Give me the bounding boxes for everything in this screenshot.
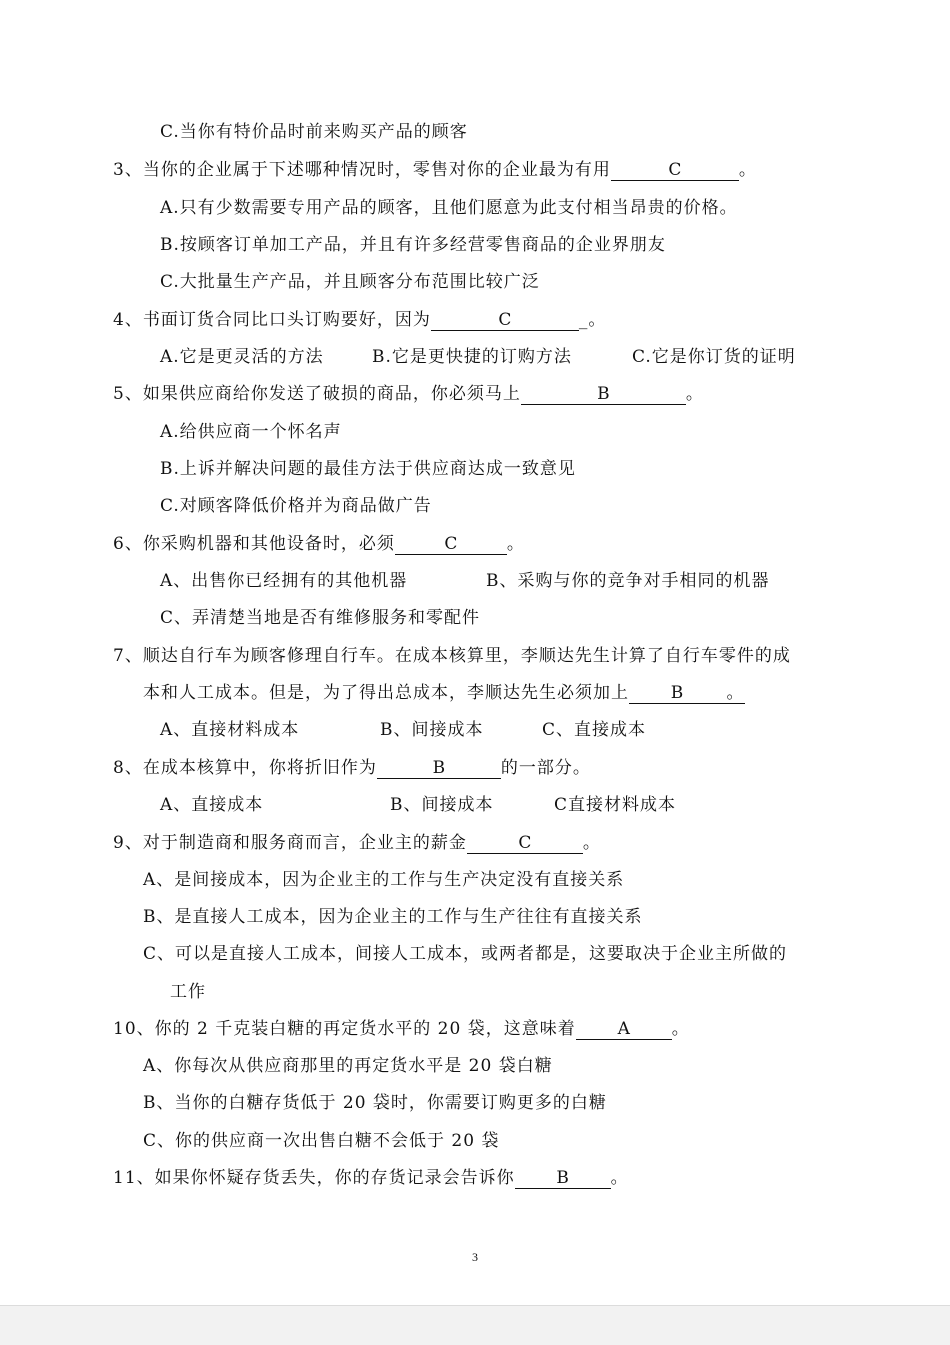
answer-blank: B xyxy=(377,758,501,779)
answer-blank: C xyxy=(431,310,579,331)
question-end: 。 xyxy=(506,534,525,554)
question-text: 9、对于制造商和服务商而言，企业主的薪金 xyxy=(113,833,467,853)
question-5 xyxy=(113,382,704,406)
page-number: 3 xyxy=(472,1250,478,1264)
question-9 xyxy=(113,831,601,855)
option-line xyxy=(160,345,796,369)
answer-blank: B xyxy=(521,384,686,405)
question-text: 5、如果供应商给你发送了破损的商品，你必须马上 xyxy=(113,384,521,404)
option-c: C直接材料成本 xyxy=(554,795,677,815)
option-line: C、可以是直接人工成本，间接人工成本，或两者都是，这要取决于企业主所做的 xyxy=(143,944,788,964)
option-line: C、弄清楚当地是否有维修服务和零配件 xyxy=(160,608,481,628)
question-text: 本和人工成本。但是，为了得出总成本，李顺达先生必须加上 xyxy=(143,683,629,703)
option-line: C.当你有特价品时前来购买产品的顾客 xyxy=(160,122,468,142)
answer-blank: B xyxy=(629,683,725,704)
option-line: A、是间接成本，因为企业主的工作与生产决定没有直接关系 xyxy=(143,870,625,890)
question-text: 10、你的 2 千克装白糖的再定货水平的 20 袋，这意味着 xyxy=(113,1019,576,1039)
question-end: 。 xyxy=(582,833,601,853)
option-line: C.大批量生产产品，并且顾客分布范围比较广泛 xyxy=(160,272,540,292)
option-line-continued: 工作 xyxy=(170,982,206,1002)
question-6 xyxy=(113,532,525,556)
option-line: A、你每次从供应商那里的再定货水平是 20 袋白糖 xyxy=(143,1056,553,1076)
option-line: B.按顾客订单加工产品，并且有许多经营零售商品的企业界朋友 xyxy=(160,235,666,255)
option-line: A.只有少数需要专用产品的顾客，且他们愿意为此支付相当昂贵的价格。 xyxy=(160,198,738,218)
question-end: _。 xyxy=(578,310,607,330)
option-line xyxy=(160,793,676,817)
option-line: A.给供应商一个怀名声 xyxy=(160,422,342,442)
question-7-continued xyxy=(143,681,745,705)
answer-blank: B xyxy=(515,1168,611,1189)
option-b: B、采购与你的竞争对手相同的机器 xyxy=(486,571,770,591)
option-a: A.它是更灵活的方法 xyxy=(160,347,324,367)
page-bottom-edge xyxy=(0,1305,950,1345)
option-line: B、是直接人工成本，因为企业主的工作与生产往往有直接关系 xyxy=(143,907,643,927)
answer-blank: C xyxy=(467,833,583,854)
option-line xyxy=(160,718,646,742)
option-line: C.对顾客降低价格并为商品做广告 xyxy=(160,496,432,516)
question-7: 7、顺达自行车为顾客修理自行车。在成本核算里，李顺达先生计算了自行车零件的成 xyxy=(113,646,791,666)
option-line: B、当你的白糖存货低于 20 袋时，你需要订购更多的白糖 xyxy=(143,1093,607,1113)
option-b: B.它是更快捷的订购方法 xyxy=(372,347,572,367)
option-a: A、直接材料成本 xyxy=(160,720,300,740)
question-text: 11、如果你怀疑存货丢失，你的存货记录会告诉你 xyxy=(113,1168,515,1188)
question-11 xyxy=(113,1166,629,1190)
question-text: 4、书面订货合同比口头订购要好，因为 xyxy=(113,310,431,330)
question-end: 的一部分。 xyxy=(500,758,591,778)
answer-blank: C xyxy=(611,160,739,181)
question-8 xyxy=(113,756,591,780)
question-end: 。 xyxy=(685,384,704,404)
option-c: C、直接成本 xyxy=(542,720,647,740)
option-line: B.上诉并解决问题的最佳方法于供应商达成一致意见 xyxy=(160,459,576,479)
question-10 xyxy=(113,1017,690,1041)
question-4 xyxy=(113,308,606,332)
option-line: C、你的供应商一次出售白糖不会低于 20 袋 xyxy=(143,1131,500,1151)
question-text: 6、你采购机器和其他设备时，必须 xyxy=(113,534,395,554)
question-end: 。 xyxy=(738,160,757,180)
option-line xyxy=(160,569,770,593)
option-b: B、间接成本 xyxy=(380,720,484,740)
question-end: 。 xyxy=(726,683,744,703)
question-text: 3、当你的企业属于下述哪种情况时，零售对你的企业最为有用 xyxy=(113,160,611,180)
option-a: A、出售你已经拥有的其他机器 xyxy=(160,571,408,591)
question-3 xyxy=(113,158,757,182)
answer-blank: A xyxy=(576,1019,672,1040)
answer-blank: C xyxy=(395,534,507,555)
question-end: 。 xyxy=(671,1019,690,1039)
question-end: 。 xyxy=(610,1168,629,1188)
option-b: B、间接成本 xyxy=(390,795,494,815)
question-text: 8、在成本核算中，你将折旧作为 xyxy=(113,758,377,778)
option-c: C.它是你订货的证明 xyxy=(632,347,796,367)
option-a: A、直接成本 xyxy=(160,795,264,815)
